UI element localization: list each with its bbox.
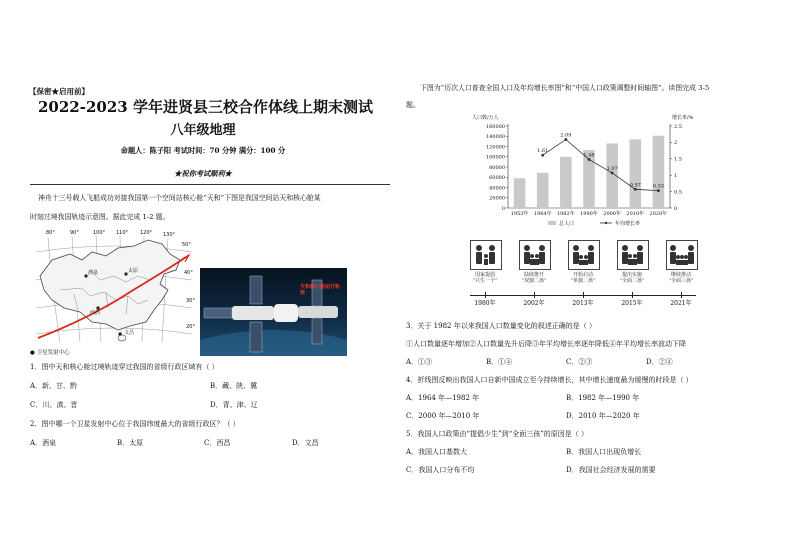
policy-timeline [470,240,696,314]
growth-rate-point [634,188,637,191]
q5-option-b: B．我国人口出现负增长 [566,448,642,456]
family-icon-2015 [617,240,649,270]
q4-option-c: C．2000 年—2010 年 [406,412,480,420]
policy-year-2021: 2021年 [670,300,692,307]
population-bar [537,173,549,208]
family-icon-2021 [666,240,698,270]
right-tick-label: 1 [674,173,678,179]
subject-title: 八年级地理 [170,123,236,138]
growth-rate-line [543,139,659,190]
wish-line: ★祝你考试顺利★ [174,169,232,178]
growth-rate-point [588,158,591,161]
q4-stem: 4．折线图反映出我国人口自新中国成立至今持续增长，其中增长速度最为缓慢的时段是（ ） [406,376,693,384]
q1-option-b: B．藏、陕、冀 [210,382,258,390]
legend-bar-swatch [548,221,556,225]
policy-year-2013: 2013年 [572,300,594,307]
place-xichang: 西昌 [90,310,101,316]
policy-caption-2015: 提出实施 “全面二孩” [619,272,645,284]
q2-stem: 2．图中哪一个卫星发射中心位于我国纬度最大的省级行政区？（ ） [30,420,240,428]
family-icon-2002 [519,240,551,270]
q3-option-b: B．①④ [486,358,513,366]
q3-option-a: A．①③ [406,358,433,366]
left-tick-label: 20000 [489,195,505,202]
lon-label-110: 110° [116,230,129,236]
timeline-tick [583,292,584,298]
timeline-tick [534,292,535,298]
left-tick-label: 100000 [485,154,505,161]
growth-rate-point [657,189,660,192]
q5-option-c: C．我国人口分布不均 [406,466,475,474]
left-tick-label: 40000 [489,185,505,192]
q4-options [406,393,766,403]
growth-rate-point [564,138,567,141]
left-tick-label: 120000 [485,144,505,151]
q5-options [406,447,766,457]
timeline-tick [681,292,682,298]
q1-option-d: D．青、津、辽 [210,401,258,409]
policy-caption-2021: 继续推动 “全面三孩” [668,272,694,284]
population-bar [653,136,665,208]
lat-label-40: 40° [184,270,193,276]
right-tick-label: 1.5 [674,156,682,163]
policy-year-1980: 1980年 [474,300,496,307]
policy-caption-2002: 陆续推开 “双独二孩” [521,272,547,284]
policy-year-2015: 2015年 [621,300,643,307]
space-station-photo [200,268,347,356]
intro-line-2: 时刻过境我国轨迹示意图。据此完成 1-2 题。 [30,213,170,221]
x-tick-label: 2010年 [626,211,645,217]
q5-option-d: D．我国社会经济发展的需要 [566,466,656,474]
map-legend: ● 卫星发射中心 [30,350,70,356]
q3-option-d: D．②④ [646,358,673,366]
policy-year-2002: 2002年 [523,300,545,307]
divider [30,184,390,185]
right-tick-label: 0.5 [674,189,682,196]
lat-label-50: 50° [182,242,191,248]
growth-rate-point [541,154,544,157]
q2-option-c: C．西昌 [204,439,231,447]
x-tick-label: 1953年 [510,211,529,217]
q3-options [406,357,766,367]
q4-option-a: A．1964 年—1982 年 [406,394,480,402]
x-tick-label: 2020年 [649,211,668,217]
q4-options-2 [406,411,766,421]
family-icon-1980 [470,240,502,270]
lon-label-120: 120° [140,230,153,236]
q5-stem: 5．我国人口政策由“提倡少生”到“全面三孩”的原因是（ ） [406,430,588,438]
exam-meta: 命题人：陈子阳 考试时间：70 分钟 满分：100 分 [120,146,286,155]
policy-caption-1980: 国家提倡 “只生一个” [472,272,498,284]
left-tick-label: 60000 [489,175,505,182]
q3-option-c: C．②③ [566,358,593,366]
policy-caption-2013: 开始启动 “单独二孩” [570,272,596,284]
timeline-tick [485,292,486,298]
place-wenchang: 文昌 [124,330,135,336]
q2-option-b: B．太原 [117,439,144,447]
place-taiyuan: 太原 [128,268,139,274]
timeline-tick [632,292,633,298]
secret-label: 【保密★启用前】 [29,87,89,96]
growth-rate-label: 1.07 [606,165,618,172]
legend-bar-label: 总人口 [559,221,575,227]
x-tick-label: 1964年 [533,211,552,217]
growth-rate-label: 2.09 [560,132,572,139]
x-tick-label: 1982年 [556,211,575,217]
left-tick-label: 0 [501,205,505,212]
exam-title: 2022-2023 学年进贤县三校合作体线上期末测试 [38,98,373,116]
q1-option-c: C．川、滇、晋 [30,401,78,409]
q1-options [30,381,380,391]
q2-option-a: A．酒泉 [30,439,57,447]
population-bar [514,178,526,208]
q5-option-a: A．我国人口基数大 [406,448,468,456]
left-tick-label: 160000 [485,123,505,130]
left-tick-label: 80000 [489,164,505,171]
family-icon-2013 [568,240,600,270]
growth-rate-point [611,172,614,175]
legend-line-marker [605,222,607,224]
left-tick-label: 140000 [485,134,505,141]
q1-option-a: A．新、甘、黔 [30,382,78,390]
growth-rate-label: 0.57 [629,182,641,189]
q4-option-b: B．1982 年—1990 年 [566,394,640,402]
place-jiuquan: 酒泉 [88,270,99,276]
q2-option-d: D．文昌 [292,439,319,447]
china-track-map [30,230,198,356]
q3-statements: ①人口数量逐年增加②人口数量先升后降③年平均增长率逐年降低④年平均增长率波动下降 [406,340,686,348]
q2-options [30,438,390,448]
intro2-line-2: 题。 [406,101,420,109]
lon-label-90: 90° [70,230,79,236]
map-legend-label: 卫星发射中心 [36,350,70,356]
legend-line-label: 年均增长率 [615,221,641,227]
intro-line-1: 神舟十三号载人飞船成功对接我国第一个空间站核心舱“天和”下图是我国空间站天和核心舱某 [38,194,321,202]
population-bar [630,139,642,208]
q4-option-d: D．2010 年—2020 年 [566,412,640,420]
right-tick-label: 2 [674,140,678,147]
lat-label-20: 20° [186,324,195,330]
growth-rate-label: 1.48 [583,152,595,159]
track-label: 天和核心舱运行轨迹 [300,284,341,296]
right-tick-label: 2.5 [674,123,682,130]
right-axis-title: 增长率/% [672,115,694,121]
q1-options-2 [30,400,380,410]
left-axis-title: 人口数/万人 [472,115,499,121]
q3-stem: 3．关于 1982 年以来我国人口数量变化的叙述正确的是（ ） [406,322,596,330]
lon-label-130: 130° [163,232,176,238]
lat-label-30: 30° [186,298,195,304]
population-chart-svg [470,112,700,230]
x-tick-label: 2000年 [603,211,622,217]
growth-rate-label: 0.53 [652,183,664,190]
q5-options-2 [406,465,766,475]
population-chart [470,112,700,230]
growth-rate-label: 1.61 [537,148,549,155]
lon-label-100: 100° [93,230,106,236]
intro2-line-1: 下图为“历次人口普查全国人口及年均增长率图”和“中国人口政策调整时间轴图”。读图完成 3-5 [420,84,710,92]
population-bar [560,157,572,208]
right-tick-label: 0 [674,205,678,212]
lon-label-80: 80° [46,230,55,236]
x-tick-label: 1990年 [580,211,598,217]
q1-stem: 1．图中天和核心舱过境轨迹穿过我国的省级行政区域有（ ） [30,363,219,371]
